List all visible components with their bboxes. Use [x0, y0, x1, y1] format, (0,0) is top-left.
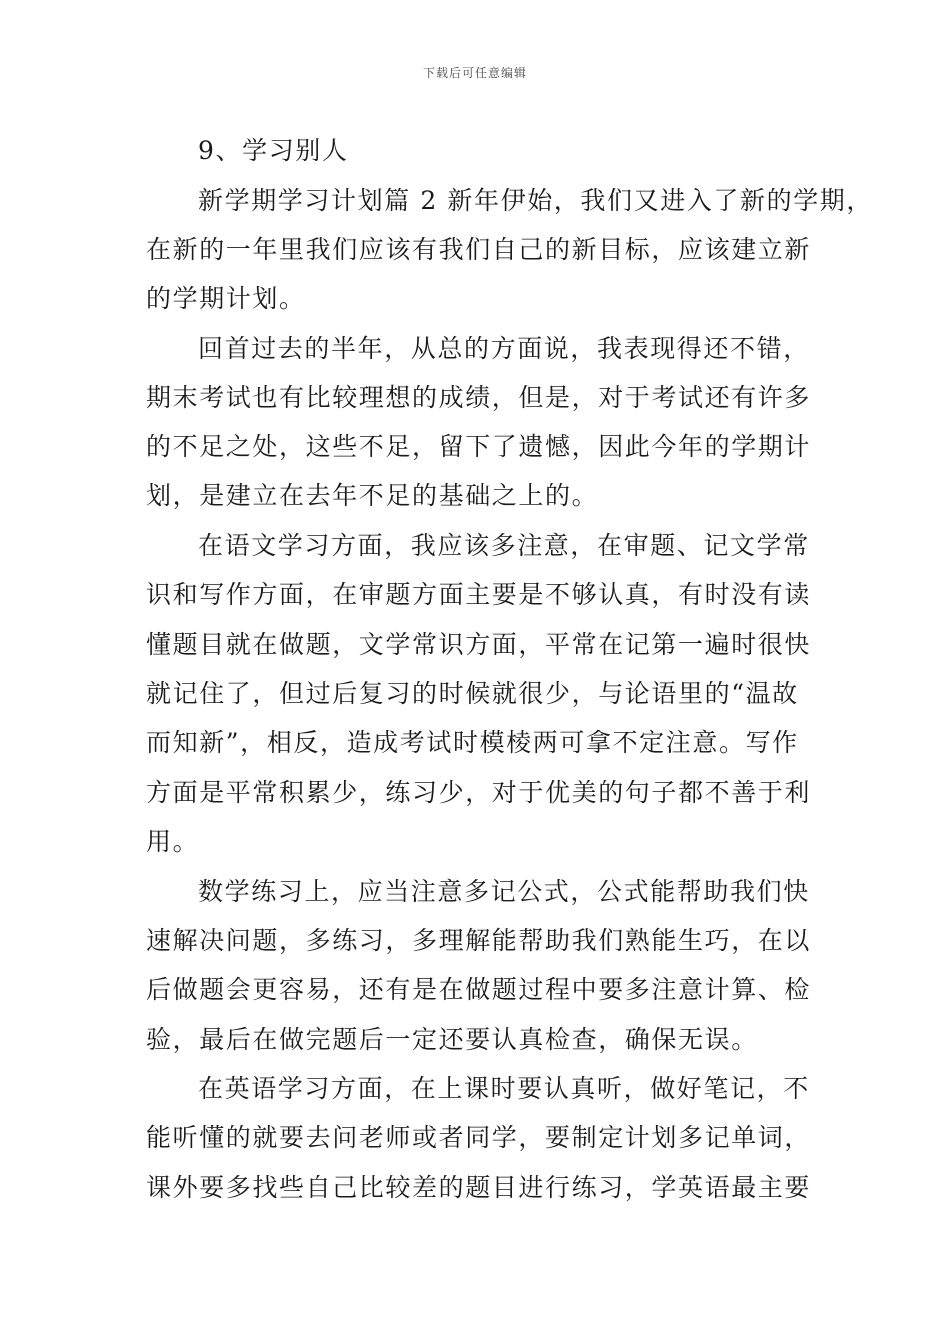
- text-line: 的不足之处，这些不足，留下了遗憾，因此今年的学期计: [146, 432, 812, 461]
- text-line: 回首过去的半年，从总的方面说，我表现得还不错，: [198, 334, 810, 363]
- text-line: 就记住了，但过后复习的时候就很少，与论语里的“温故: [146, 679, 799, 708]
- text-line: 划，是建立在去年不足的基础之上的。: [146, 481, 599, 510]
- text-line: 的学期计划。: [146, 284, 306, 313]
- text-line: 后做题会更容易，还有是在做题过程中要多注意计算、检: [146, 975, 812, 1004]
- text-line: 期末考试也有比较理想的成绩，但是，对于考试还有许多: [146, 383, 812, 412]
- text-line: 在英语学习方面，在上课时要认真听，做好笔记，不: [198, 1074, 810, 1103]
- text-line: 9、学习别人: [198, 136, 349, 165]
- text-line: 速解决问题，多练习，多理解能帮助我们熟能生巧，在以: [146, 926, 812, 955]
- text-line: 新学期学习计划篇 2 新年伊始，我们又进入了新的学期，: [198, 186, 874, 215]
- text-line: 用。: [146, 827, 200, 856]
- text-line: 而知新”，相反，造成考试时模棱两可拿不定注意。写作: [146, 728, 799, 757]
- text-line: 在新的一年里我们应该有我们自己的新目标，应该建立新: [146, 235, 812, 264]
- text-line: 验，最后在做完题后一定还要认真检查，确保无误。: [146, 1025, 758, 1054]
- header-note: 下载后可任意编辑: [422, 66, 527, 80]
- text-line: 方面是平常积累少，练习少，对于优美的句子都不善于利: [146, 778, 812, 807]
- text-line: 懂题目就在做题，文学常识方面，平常在记第一遍时很快: [146, 630, 812, 659]
- text-line: 数学练习上，应当注意多记公式，公式能帮助我们快: [198, 877, 810, 906]
- text-line: 在语文学习方面，我应该多注意，在审题、记文学常: [198, 531, 810, 560]
- text-line: 课外要多找些自己比较差的题目进行练习，学英语最主要: [146, 1173, 812, 1202]
- text-line: 识和写作方面，在审题方面主要是不够认真，有时没有读: [146, 580, 812, 609]
- text-line: 能听懂的就要去问老师或者同学，要制定计划多记单词，: [146, 1123, 812, 1152]
